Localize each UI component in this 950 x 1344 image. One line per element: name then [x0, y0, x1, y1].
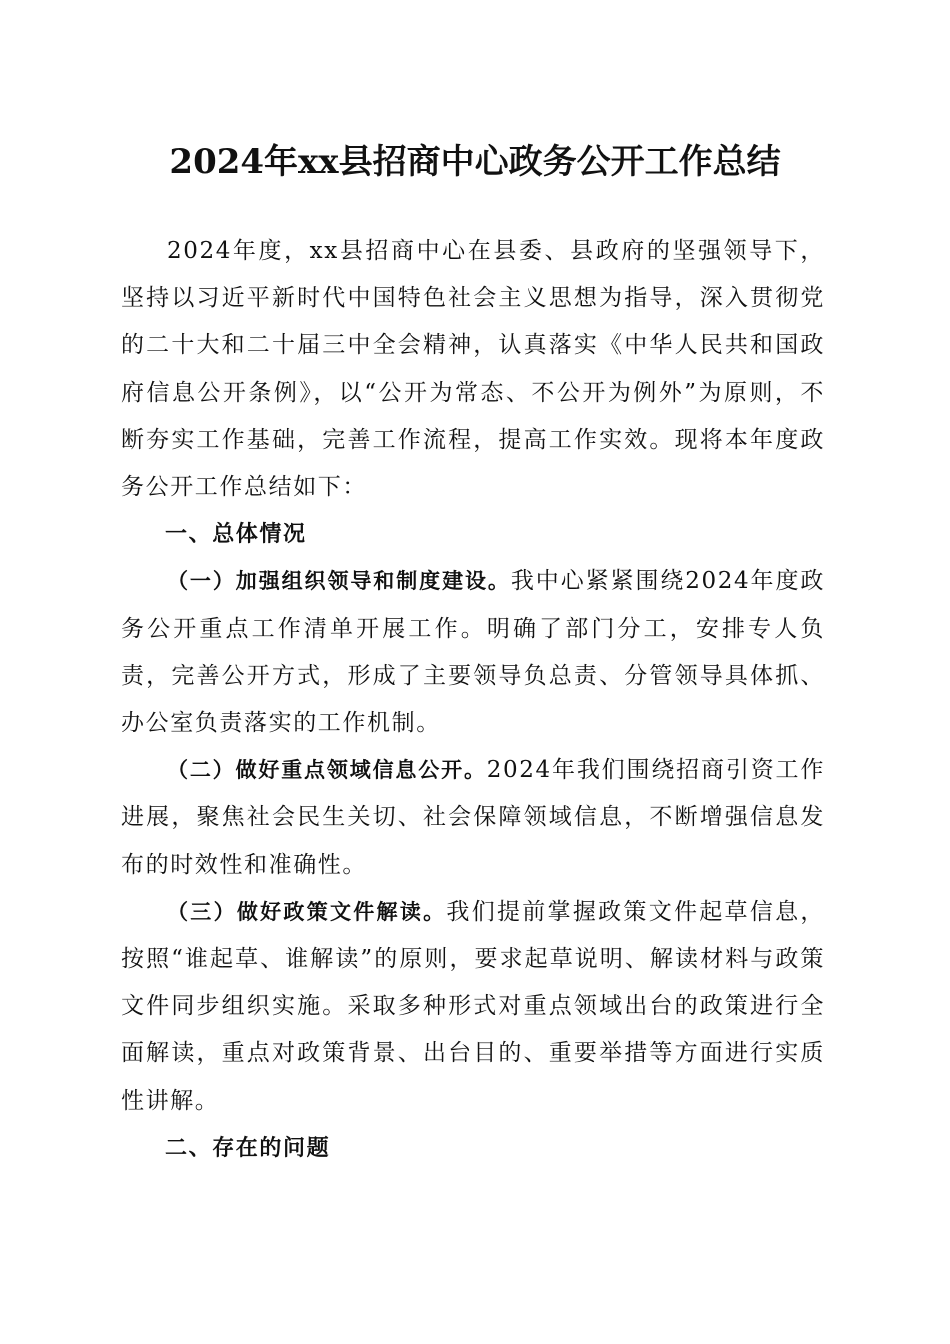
intro-paragraph: 2024年度，xx县招商中心在县委、县政府的坚强领导下，坚持以习近平新时代中国特色社会主义思想为指导，深入贯彻党的二十大和二十届三中全会精神，认真落实《中华人民共和国政府信息公开条例》，以“公开为常态、不公开为例外”为原则，不断夯实工作基础，完善工作流程，提高工作实效。现将本年度政务公开工作总结如下：	[121, 238, 825, 501]
item-1-lead: （一）加强组织领导和制度建设。	[167, 569, 511, 594]
item-3-text: 我们提前掌握政策文件起草信息，按照“谁起草、谁解读”的原则，要求起草说明、解读材料与政策文件同步组织实施。采取多种形式对重点领域出台的政策进行全面解读，重点对政策背景、出台目的、重要举措等方面进行实质性讲解。	[121, 898, 826, 1114]
document-title: 2024年xx县招商中心政务公开工作总结	[169, 142, 781, 182]
item-2-text: 2024年我们围绕招商引资工作进展，聚焦社会民生关切、社会保障领域信息，不断增强信息发布的时效性和准确性。	[121, 757, 825, 878]
item-1-text: 我中心紧紧围绕2024年度政务公开重点工作清单开展工作。明确了部门分工，安排专人负责，完善公开方式，形成了主要领导负总责、分管领导具体抓、办公室负责落实的工作机制。	[121, 568, 826, 737]
overview-item-1	[121, 558, 825, 747]
overview-item-3	[121, 889, 825, 1125]
overview-item-2	[121, 747, 825, 889]
document-body	[121, 228, 825, 1172]
item-3-lead: （三）做好政策文件解读。	[167, 899, 447, 924]
item-2-lead: （二）做好重点领域信息公开。	[167, 758, 487, 783]
section-heading-overview: 一、总体情况	[165, 522, 307, 548]
section-heading-problems: 二、存在的问题	[165, 1135, 331, 1161]
